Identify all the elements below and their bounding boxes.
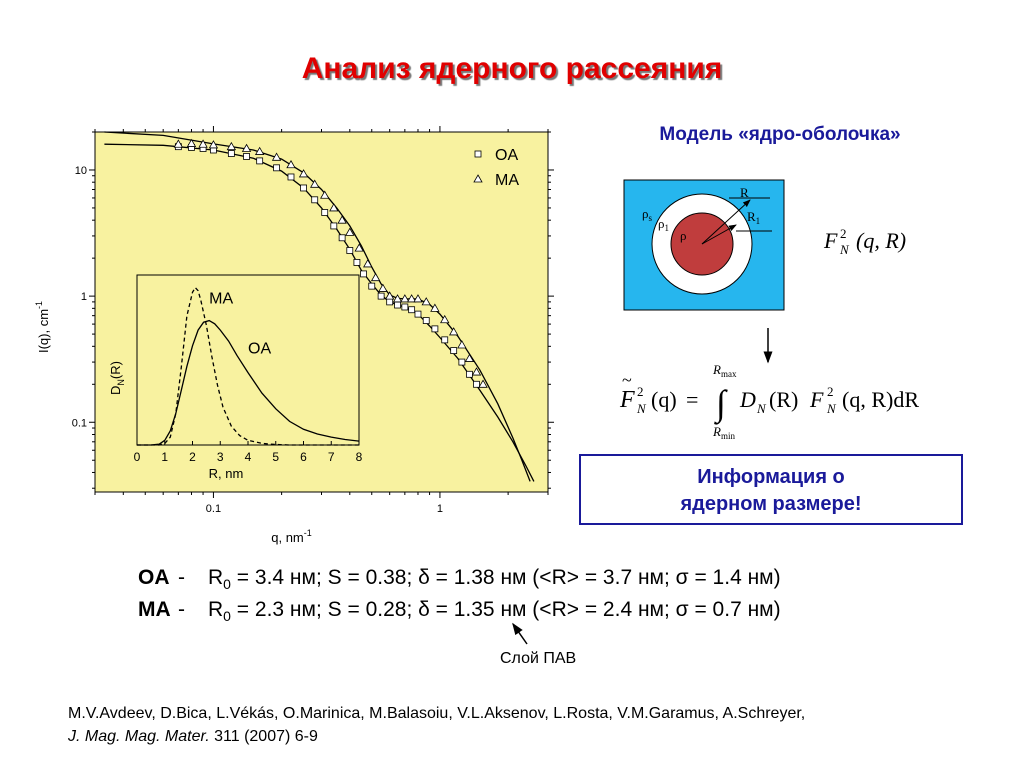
svg-text:~: ~ [622,370,632,390]
reference-authors: M.V.Avdeev, D.Bica, L.Vékás, O.Marinica, M.Balasoiu, V.L.Aksenov, L.Rosta, V.M.Garamus, A.Schreyer, [68,705,806,722]
data-point-oa [339,235,345,241]
inset-x-tick-label: 3 [216,450,224,464]
data-point-oa [361,271,367,277]
data-point-oa [369,283,375,289]
y-tick-label: 1 [80,291,87,304]
inset-x-tick-label: 5 [272,450,280,464]
svg-text:Rmin: $R_{min}$ [713,424,735,441]
legend-marker [475,151,481,157]
inset-x-tick-label: 2 [189,450,196,464]
annotation-arrow [505,614,545,650]
inset-x-tick-label: 6 [300,450,307,464]
data-point-oa [244,153,250,159]
result-values: = 3.4 нм; S = 0.38; δ = 1.38 нм (<R> = 3.7 нм; σ = 1.4 нм) [230,566,781,589]
data-point-oa [301,185,307,191]
data-point-oa [288,174,294,180]
y-tick-label: 0.1 [71,417,87,430]
info-line-2: ядерном размере! [680,493,862,515]
formula-averaged [619,362,919,441]
data-point-oa [402,304,408,310]
data-point-oa [409,307,415,313]
reference-journal: J. Mag. Mag. Mater. [68,728,210,745]
svg-text:D: D [740,387,756,412]
core-shell-model [600,170,1000,450]
data-point-oa [378,293,384,299]
data-point-oa [228,151,234,157]
data-point-oa [415,311,421,317]
label-rho-1: $\rho_1$ [658,216,669,233]
inset-x-tick-label: 0 [133,450,141,464]
data-point-oa [466,371,472,377]
inset-x-tick-label: 1 [161,450,169,464]
result-label: MA [138,598,171,621]
svg-text:N: N [840,242,849,257]
label-rho-s: $\rho_s$ [642,206,653,223]
svg-text:(R): (R) [769,387,799,412]
model-title: Модель «ядро-оболочка» [659,124,901,145]
scattering-chart [0,110,570,560]
result-values: = 2.3 нм; S = 0.28; δ = 1.35 нм (<R> = 2.4 нм; σ = 0.7 нм) [230,598,781,621]
inset-x-tick-label: 8 [355,450,363,464]
label-R1: $R_1$ [747,209,761,226]
data-point-oa [331,223,337,229]
inset-area [137,275,359,445]
data-point-oa [257,158,263,164]
result-oa: OA - $R_0 = 3.4$ нм; S = 0.38; δ = 1.38 нм (<R> = 3.7 нм; σ = 1.4 нм) [138,566,781,593]
svg-text:F: F [810,387,824,412]
formula-form-factor [823,226,906,257]
svg-text:(q): (q) [651,387,677,412]
inset-x-axis-label: R, nm [208,466,244,481]
data-point-oa [322,210,328,216]
data-point-oa [473,381,479,387]
svg-text:2: 2 [827,384,834,399]
inset-y-axis-label: $D_N(R)$ [108,361,126,395]
data-point-oa [312,197,318,203]
data-point-oa [423,318,429,324]
x-tick-label: 1 [436,503,443,515]
info-box [579,454,963,525]
info-line-1: Информация о [697,466,845,488]
inset-label-ma: MA [209,290,234,308]
svg-text:(q, R): (q, R) [856,228,907,253]
data-point-oa [387,299,393,305]
inset-x-tick-label: 4 [244,450,252,464]
data-point-oa [395,302,401,308]
svg-text:Rmax: $R_{max}$ [713,362,737,379]
inset-x-tick-label: 7 [327,450,335,464]
result-ma: MA - $R_0 = 2.3$ нм; S = 0.28; δ = 1.35 нм (<R> = 2.4 нм; σ = 0.7 нм) [138,598,781,625]
svg-text:2: 2 [840,226,847,241]
svg-text:N: N [757,401,766,416]
x-tick-label: 0.1 [205,503,222,515]
svg-text:∫: ∫ [716,383,726,423]
reference [68,702,805,748]
y-axis-label: I(q), $cm^{-1}$ [34,300,51,354]
y-tick-label: 10 [74,164,87,177]
data-point-oa [432,326,438,332]
slide-title: Анализ ядерного рассеяния [301,52,723,85]
svg-text:F: F [824,228,838,253]
result-label: OA [138,566,170,589]
data-point-oa [459,359,465,365]
svg-text:F: F [620,387,635,413]
svg-text:=: = [686,387,699,412]
svg-text:2: 2 [637,384,644,399]
svg-text:(q, R)dR: (q, R)dR [842,387,919,412]
data-point-oa [442,337,448,343]
data-point-oa [347,247,353,253]
legend-label: MA [495,172,519,189]
inset-label-oa: OA [248,340,272,358]
label-rho: ρ [680,228,687,243]
surfactant-layer-label: Слой ПАВ [500,650,577,667]
reference-details: 311 (2007) 6-9 [209,728,318,745]
x-axis-label: q, $nm^{-1}$ [271,528,312,545]
svg-text:N: N [637,401,646,416]
data-point-oa [451,348,457,354]
label-R: R [740,185,749,200]
svg-text:N: N [827,401,836,416]
legend-label: OA [495,147,519,164]
data-point-oa [354,259,360,265]
data-point-oa [274,165,280,171]
